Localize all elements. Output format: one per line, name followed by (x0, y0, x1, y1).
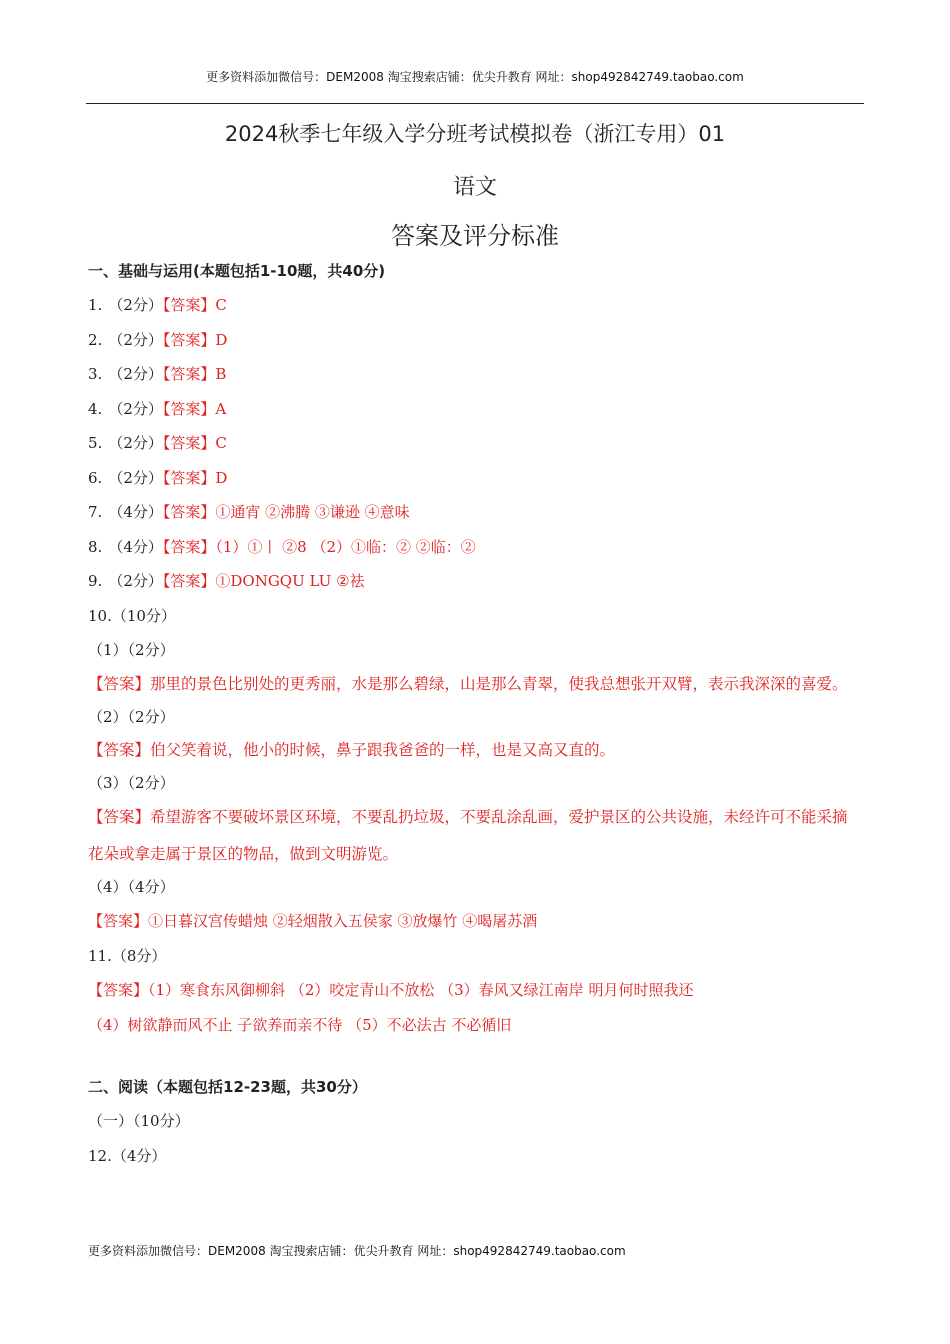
question-number: 4. (88, 399, 103, 418)
q10-sub-4-label: （4）（4分） (88, 877, 175, 896)
question-number: 5. (88, 434, 103, 452)
question-number: 6. (88, 468, 103, 487)
answer-value: C (215, 296, 227, 314)
answer-row (88, 329, 860, 351)
section-heading-2: 二、阅读（本题包括12-23题，共30分） (88, 1078, 367, 1096)
answer-value: D (215, 468, 228, 487)
answer-row (88, 398, 860, 420)
answer-list (88, 294, 860, 592)
answer-tag: 【答案】 (162, 365, 216, 383)
q11-answer-line-2: （4）树欲静而风不止 子欲养而亲不待 （5）不必法古 不必循旧 (88, 1015, 512, 1034)
answer-tag: 【答案】 (162, 434, 216, 452)
answer-value: ①DONGQU LU ②祛 (215, 572, 365, 590)
answer-tag: 【答案】 (162, 572, 216, 590)
answer-value: ①通宵 ②沸腾 ③谦逊 ④意味 (215, 503, 410, 521)
answer-value: C (215, 434, 227, 452)
reading-part-label: （一）（10分） (88, 1112, 190, 1130)
header-note: 更多资料添加微信号：DEM2008 淘宝搜索店铺：优尖升教育 网址：shop492842749.taobao.com (206, 70, 744, 84)
q10-sub-4-answer: 【答案】①日暮汉宫传蜡烛 ②轻烟散入五侯家 ③放爆竹 ④喝屠苏酒 (88, 912, 538, 930)
question-score: （2分） (108, 330, 163, 349)
answer-row (88, 501, 860, 523)
question-score: （2分） (108, 399, 163, 418)
question-score: （2分） (108, 434, 163, 452)
question-12-label: 12.（4分） (88, 1146, 167, 1165)
answer-tag: 【答案】 (162, 537, 216, 556)
answer-subtitle: 答案及评分标准 (391, 222, 559, 250)
answer-row (88, 467, 860, 489)
question-number: 3. (88, 365, 103, 383)
q10-sub-3-answer: 【答案】希望游客不要破坏景区环境，不要乱扔垃圾，不要乱涂乱画，爱护景区的公共设施，未经许可不能采摘花朵或拿走属于景区的物品，做到文明游览。 (88, 807, 848, 863)
answer-row (88, 536, 860, 558)
answer-value: B (215, 365, 227, 383)
question-number: 1. (88, 296, 103, 314)
question-score: （2分） (108, 296, 163, 314)
answer-tag: 【答案】 (162, 468, 216, 487)
question-number: 7. (88, 503, 103, 521)
q11-answer-line-1: 【答案】（1）寒食东风御柳斜 （2）咬定青山不放松 （3）春风又绿江南岸 明月何时照我还 (88, 981, 694, 999)
answer-row (88, 294, 860, 316)
answer-content (88, 260, 860, 1179)
question-score: （4分） (108, 537, 163, 556)
answer-row (88, 432, 860, 454)
answer-tag: 【答案】 (162, 296, 216, 314)
question-number: 2. (88, 330, 103, 349)
answer-value: D (215, 330, 228, 349)
subject-title: 语文 (452, 175, 497, 200)
q10-sub-3-label: （3）（2分） (88, 774, 175, 792)
question-number: 9. (88, 572, 103, 590)
answer-row (88, 363, 860, 385)
answer-tag: 【答案】 (162, 399, 216, 418)
footer-note: 更多资料添加微信号：DEM2008 淘宝搜索店铺：优尖升教育 网址：shop492842749.taobao.com (88, 1244, 626, 1258)
page-title: 2024秋季七年级入学分班考试模拟卷（浙江专用）01 (224, 122, 726, 146)
q10-sub-1-label: （1）（2分） (88, 641, 175, 659)
question-10-label: 10.（10分） (88, 606, 176, 625)
answer-tag: 【答案】 (162, 330, 216, 349)
question-score: （2分） (108, 468, 163, 487)
header-divider (86, 103, 864, 104)
question-11-label: 11.（8分） (88, 946, 167, 965)
q10-sub-1-answer: 【答案】那里的景色比别处的更秀丽，水是那么碧绿，山是那么青翠，使我总想张开双臂，表示我深深的喜爱。 (88, 674, 848, 693)
section-heading-1: 一、基础与运用(本题包括1-10题，共40分) (88, 262, 386, 280)
question-score: （2分） (108, 365, 163, 383)
answer-tag: 【答案】 (162, 503, 216, 521)
q10-sub-2-answer: 【答案】伯父笑着说，他小的时候，鼻子跟我爸爸的一样，也是又高又直的。 (88, 741, 616, 759)
answer-value: （1）①丨 ②8 （2）①临：② ②临：② (215, 537, 476, 556)
question-score: （2分） (108, 572, 163, 590)
answer-row (88, 570, 860, 592)
question-score: （4分） (108, 503, 163, 521)
question-number: 8. (88, 537, 103, 556)
q10-sub-2-label: （2）（2分） (88, 707, 175, 726)
answer-value: A (215, 399, 227, 418)
